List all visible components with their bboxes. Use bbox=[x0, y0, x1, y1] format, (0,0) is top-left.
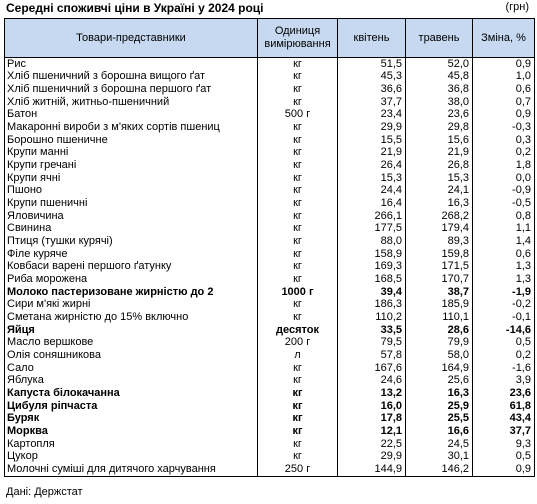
currency-note: (грн) bbox=[505, 1, 529, 13]
column-header-may: травень bbox=[406, 19, 473, 58]
change-percent-cell: 0,2 bbox=[473, 147, 535, 160]
unit-cell: кг bbox=[258, 261, 338, 274]
april-price-cell: 51,5 bbox=[338, 58, 406, 71]
product-name-cell: Яйця bbox=[5, 324, 258, 337]
change-percent-cell: 1,1 bbox=[473, 223, 535, 236]
product-name-cell: Молочні суміші для дитячого харчування bbox=[5, 463, 258, 476]
table-header-row bbox=[5, 19, 535, 58]
product-name-cell: Цибуля ріпчаста bbox=[5, 400, 258, 413]
change-percent-cell: 0,5 bbox=[473, 336, 535, 349]
may-price-cell: 25,9 bbox=[406, 400, 473, 413]
unit-cell: кг bbox=[258, 412, 338, 425]
product-name-cell: Риба морожена bbox=[5, 273, 258, 286]
may-price-cell: 30,1 bbox=[406, 450, 473, 463]
change-percent-cell: 61,8 bbox=[473, 400, 535, 413]
change-percent-cell: 0,9 bbox=[473, 58, 535, 71]
change-percent-cell: 1,8 bbox=[473, 159, 535, 172]
change-percent-cell: 43,4 bbox=[473, 412, 535, 425]
april-price-cell: 15,5 bbox=[338, 134, 406, 147]
unit-cell: кг bbox=[258, 83, 338, 96]
unit-cell: кг bbox=[258, 58, 338, 71]
product-name-cell: Олія соняшникова bbox=[5, 349, 258, 362]
table-row bbox=[5, 261, 535, 274]
column-header-unit: Одиниця вимірювання bbox=[258, 19, 338, 58]
april-price-cell: 45,3 bbox=[338, 71, 406, 84]
april-price-cell: 110,2 bbox=[338, 311, 406, 324]
april-price-cell: 24,4 bbox=[338, 185, 406, 198]
table-row bbox=[5, 197, 535, 210]
product-name-cell: Сало bbox=[5, 362, 258, 375]
change-percent-cell: 1,0 bbox=[473, 71, 535, 84]
table-row bbox=[5, 336, 535, 349]
unit-cell: кг bbox=[258, 425, 338, 438]
table-row bbox=[5, 248, 535, 261]
unit-cell: кг bbox=[258, 298, 338, 311]
april-price-cell: 21,9 bbox=[338, 147, 406, 160]
april-price-cell: 16,0 bbox=[338, 400, 406, 413]
table-row bbox=[5, 425, 535, 438]
may-price-cell: 164,9 bbox=[406, 362, 473, 375]
unit-cell: кг bbox=[258, 438, 338, 451]
may-price-cell: 110,1 bbox=[406, 311, 473, 324]
product-name-cell: Ковбаси варені першого ґатунку bbox=[5, 261, 258, 274]
april-price-cell: 168,5 bbox=[338, 273, 406, 286]
may-price-cell: 171,5 bbox=[406, 261, 473, 274]
table-body bbox=[5, 58, 535, 477]
change-percent-cell: -0,5 bbox=[473, 197, 535, 210]
change-percent-cell: 0,3 bbox=[473, 134, 535, 147]
unit-cell: кг bbox=[258, 134, 338, 147]
table-row bbox=[5, 185, 535, 198]
april-price-cell: 16,4 bbox=[338, 197, 406, 210]
may-price-cell: 52,0 bbox=[406, 58, 473, 71]
price-table bbox=[4, 18, 535, 477]
unit-cell: кг bbox=[258, 223, 338, 236]
product-name-cell: Борошно пшеничне bbox=[5, 134, 258, 147]
product-name-cell: Свинина bbox=[5, 223, 258, 236]
unit-cell: кг bbox=[258, 450, 338, 463]
product-name-cell: Морква bbox=[5, 425, 258, 438]
may-price-cell: 28,6 bbox=[406, 324, 473, 337]
april-price-cell: 37,7 bbox=[338, 96, 406, 109]
change-percent-cell: 9,3 bbox=[473, 438, 535, 451]
table-row bbox=[5, 324, 535, 337]
product-name-cell: Птиця (тушки курячі) bbox=[5, 235, 258, 248]
april-price-cell: 36,6 bbox=[338, 83, 406, 96]
change-percent-cell: -0,1 bbox=[473, 311, 535, 324]
may-price-cell: 36,8 bbox=[406, 83, 473, 96]
change-percent-cell: 1,4 bbox=[473, 235, 535, 248]
change-percent-cell: 0,8 bbox=[473, 210, 535, 223]
product-name-cell: Крупи манні bbox=[5, 147, 258, 160]
product-name-cell: Крупи пшеничні bbox=[5, 197, 258, 210]
april-price-cell: 79,5 bbox=[338, 336, 406, 349]
product-name-cell: Яблука bbox=[5, 374, 258, 387]
column-header-change: Зміна, % bbox=[473, 19, 535, 58]
table-row bbox=[5, 362, 535, 375]
change-percent-cell: 0,0 bbox=[473, 172, 535, 185]
product-name-cell: Рис bbox=[5, 58, 258, 71]
unit-cell: кг bbox=[258, 248, 338, 261]
may-price-cell: 16,3 bbox=[406, 197, 473, 210]
unit-cell: кг bbox=[258, 387, 338, 400]
change-percent-cell: 1,3 bbox=[473, 273, 535, 286]
table-row bbox=[5, 134, 535, 147]
change-percent-cell: 0,9 bbox=[473, 463, 535, 476]
may-price-cell: 38,0 bbox=[406, 96, 473, 109]
change-percent-cell: -0,3 bbox=[473, 121, 535, 134]
april-price-cell: 88,0 bbox=[338, 235, 406, 248]
may-price-cell: 15,6 bbox=[406, 134, 473, 147]
unit-cell: кг bbox=[258, 71, 338, 84]
product-name-cell: Цукор bbox=[5, 450, 258, 463]
unit-cell: 500 г bbox=[258, 109, 338, 122]
source-note: Дані: Держстат bbox=[6, 486, 83, 498]
april-price-cell: 12,1 bbox=[338, 425, 406, 438]
may-price-cell: 58,0 bbox=[406, 349, 473, 362]
change-percent-cell: 37,7 bbox=[473, 425, 535, 438]
unit-cell: кг bbox=[258, 197, 338, 210]
product-name-cell: Сири м'які жирні bbox=[5, 298, 258, 311]
may-price-cell: 159,8 bbox=[406, 248, 473, 261]
april-price-cell: 17,8 bbox=[338, 412, 406, 425]
change-percent-cell: -1,6 bbox=[473, 362, 535, 375]
may-price-cell: 23,6 bbox=[406, 109, 473, 122]
table-row bbox=[5, 210, 535, 223]
may-price-cell: 25,5 bbox=[406, 412, 473, 425]
unit-cell: 200 г bbox=[258, 336, 338, 349]
table-row bbox=[5, 83, 535, 96]
product-name-cell: Крупи гречані bbox=[5, 159, 258, 172]
unit-cell: кг bbox=[258, 362, 338, 375]
april-price-cell: 24,6 bbox=[338, 374, 406, 387]
unit-cell: кг bbox=[258, 273, 338, 286]
unit-cell: кг bbox=[258, 185, 338, 198]
april-price-cell: 144,9 bbox=[338, 463, 406, 476]
product-name-cell: Крупи ячні bbox=[5, 172, 258, 185]
table-row bbox=[5, 71, 535, 84]
table-row bbox=[5, 298, 535, 311]
table-row bbox=[5, 223, 535, 236]
unit-cell: кг bbox=[258, 374, 338, 387]
table-row bbox=[5, 159, 535, 172]
may-price-cell: 170,7 bbox=[406, 273, 473, 286]
may-price-cell: 146,2 bbox=[406, 463, 473, 476]
unit-cell: кг bbox=[258, 235, 338, 248]
change-percent-cell: 0,5 bbox=[473, 450, 535, 463]
april-price-cell: 23,4 bbox=[338, 109, 406, 122]
april-price-cell: 13,2 bbox=[338, 387, 406, 400]
table-row bbox=[5, 463, 535, 476]
table-row bbox=[5, 147, 535, 160]
change-percent-cell: 0,6 bbox=[473, 83, 535, 96]
april-price-cell: 266,1 bbox=[338, 210, 406, 223]
may-price-cell: 26,8 bbox=[406, 159, 473, 172]
may-price-cell: 29,8 bbox=[406, 121, 473, 134]
april-price-cell: 29,9 bbox=[338, 450, 406, 463]
table-row bbox=[5, 438, 535, 451]
change-percent-cell: -0,2 bbox=[473, 298, 535, 311]
unit-cell: кг bbox=[258, 400, 338, 413]
product-name-cell: Капуста білокачанна bbox=[5, 387, 258, 400]
table-row bbox=[5, 374, 535, 387]
may-price-cell: 185,9 bbox=[406, 298, 473, 311]
product-name-cell: Сметана жирністю до 15% включно bbox=[5, 311, 258, 324]
page-title: Середні споживчі ціни в Україні у 2024 році bbox=[6, 1, 264, 15]
product-name-cell: Батон bbox=[5, 109, 258, 122]
april-price-cell: 167,6 bbox=[338, 362, 406, 375]
may-price-cell: 25,6 bbox=[406, 374, 473, 387]
change-percent-cell: 0,9 bbox=[473, 109, 535, 122]
april-price-cell: 26,4 bbox=[338, 159, 406, 172]
may-price-cell: 24,5 bbox=[406, 438, 473, 451]
unit-cell: кг bbox=[258, 172, 338, 185]
change-percent-cell: -1,9 bbox=[473, 286, 535, 299]
unit-cell: кг bbox=[258, 147, 338, 160]
unit-cell: л bbox=[258, 349, 338, 362]
product-name-cell: Філе куряче bbox=[5, 248, 258, 261]
product-name-cell: Хліб житній, житньо-пшеничний bbox=[5, 96, 258, 109]
table-row bbox=[5, 311, 535, 324]
april-price-cell: 177,5 bbox=[338, 223, 406, 236]
may-price-cell: 38,7 bbox=[406, 286, 473, 299]
april-price-cell: 29,9 bbox=[338, 121, 406, 134]
may-price-cell: 89,3 bbox=[406, 235, 473, 248]
unit-cell: кг bbox=[258, 121, 338, 134]
unit-cell: кг bbox=[258, 210, 338, 223]
product-name-cell: Молоко пастеризоване жирністю до 2 bbox=[5, 286, 258, 299]
change-percent-cell: 0,7 bbox=[473, 96, 535, 109]
product-name-cell: Масло вершкове bbox=[5, 336, 258, 349]
product-name-cell: Хліб пшеничний з борошна вищого ґат bbox=[5, 71, 258, 84]
unit-cell: десяток bbox=[258, 324, 338, 337]
april-price-cell: 22,5 bbox=[338, 438, 406, 451]
unit-cell: кг bbox=[258, 96, 338, 109]
may-price-cell: 268,2 bbox=[406, 210, 473, 223]
unit-cell: кг bbox=[258, 311, 338, 324]
table-row bbox=[5, 450, 535, 463]
table-row bbox=[5, 400, 535, 413]
may-price-cell: 179,4 bbox=[406, 223, 473, 236]
april-price-cell: 33,5 bbox=[338, 324, 406, 337]
unit-cell: кг bbox=[258, 159, 338, 172]
table-row bbox=[5, 387, 535, 400]
product-name-cell: Яловичина bbox=[5, 210, 258, 223]
april-price-cell: 39,4 bbox=[338, 286, 406, 299]
table-row bbox=[5, 58, 535, 71]
product-name-cell: Пшоно bbox=[5, 185, 258, 198]
column-header-product: Товари-представники bbox=[5, 19, 258, 58]
product-name-cell: Буряк bbox=[5, 412, 258, 425]
change-percent-cell: -0,9 bbox=[473, 185, 535, 198]
april-price-cell: 158,9 bbox=[338, 248, 406, 261]
april-price-cell: 15,3 bbox=[338, 172, 406, 185]
change-percent-cell: 1,3 bbox=[473, 261, 535, 274]
may-price-cell: 24,1 bbox=[406, 185, 473, 198]
column-header-april: квітень bbox=[338, 19, 406, 58]
table-row bbox=[5, 412, 535, 425]
table-row bbox=[5, 121, 535, 134]
may-price-cell: 16,3 bbox=[406, 387, 473, 400]
unit-cell: 250 г bbox=[258, 463, 338, 476]
change-percent-cell: 0,2 bbox=[473, 349, 535, 362]
may-price-cell: 45,8 bbox=[406, 71, 473, 84]
may-price-cell: 21,9 bbox=[406, 147, 473, 160]
table-row bbox=[5, 273, 535, 286]
product-name-cell: Картопля bbox=[5, 438, 258, 451]
april-price-cell: 57,8 bbox=[338, 349, 406, 362]
change-percent-cell: 23,6 bbox=[473, 387, 535, 400]
table-row bbox=[5, 349, 535, 362]
may-price-cell: 15,3 bbox=[406, 172, 473, 185]
table-row bbox=[5, 96, 535, 109]
change-percent-cell: 0,6 bbox=[473, 248, 535, 261]
table-row bbox=[5, 286, 535, 299]
table-row bbox=[5, 235, 535, 248]
table-row bbox=[5, 109, 535, 122]
unit-cell: 1000 г bbox=[258, 286, 338, 299]
table-row bbox=[5, 172, 535, 185]
april-price-cell: 186,3 bbox=[338, 298, 406, 311]
change-percent-cell: 3,9 bbox=[473, 374, 535, 387]
april-price-cell: 169,3 bbox=[338, 261, 406, 274]
product-name-cell: Макаронні вироби з м'яких сортів пшениц bbox=[5, 121, 258, 134]
change-percent-cell: -14,6 bbox=[473, 324, 535, 337]
may-price-cell: 16,6 bbox=[406, 425, 473, 438]
product-name-cell: Хліб пшеничний з борошна першого ґат bbox=[5, 83, 258, 96]
may-price-cell: 79,9 bbox=[406, 336, 473, 349]
